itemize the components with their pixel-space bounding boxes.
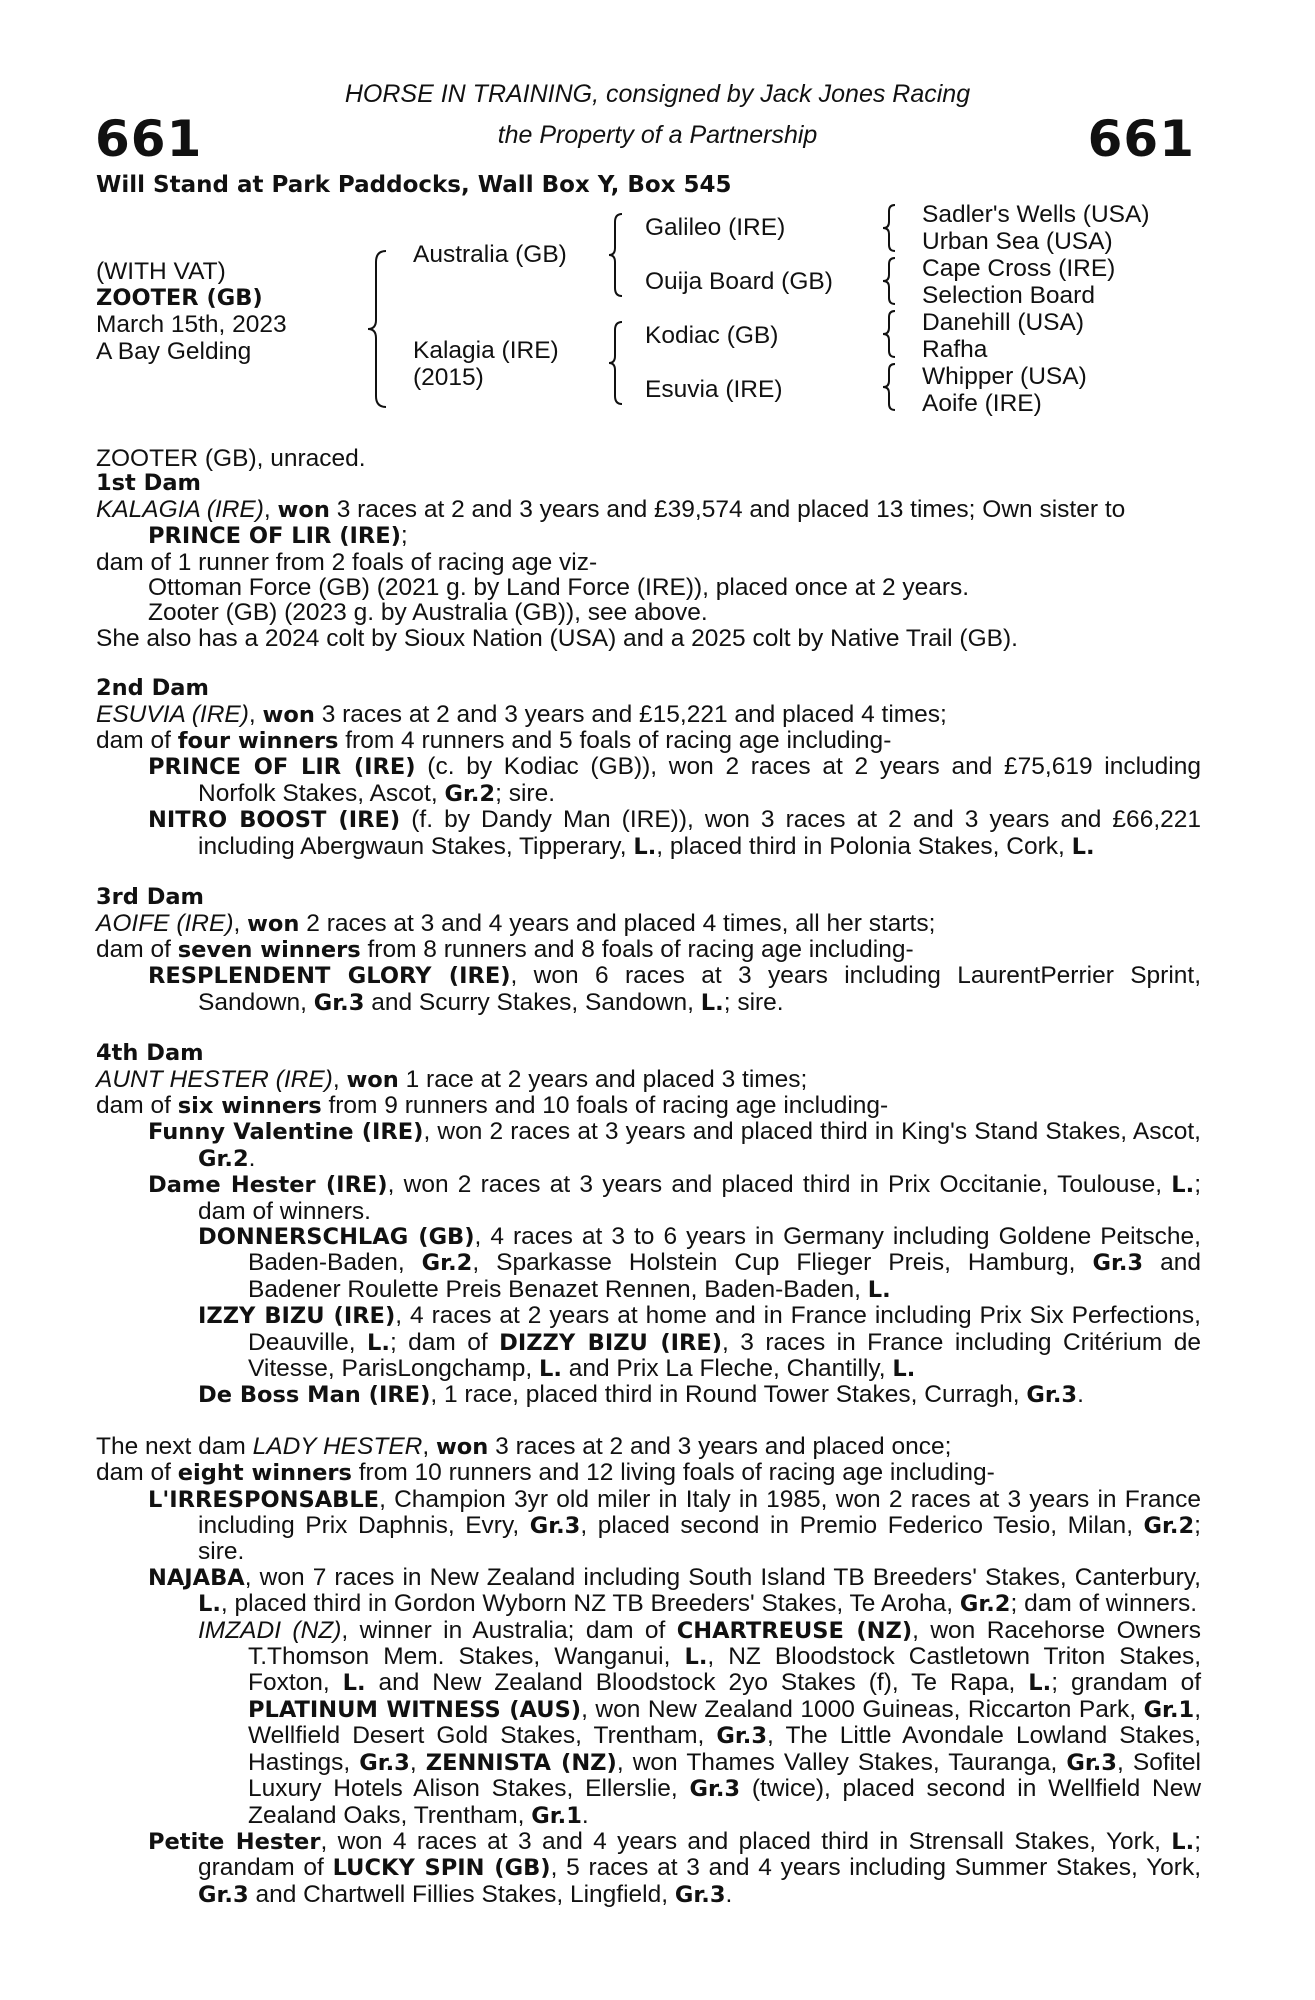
dam-sire-dam: Rafha	[922, 336, 988, 363]
pedigree-paragraph: ZOOTER (GB), unraced.	[96, 445, 366, 472]
pedigree-brace-dam	[606, 320, 628, 406]
pedigree-paragraph: KALAGIA (IRE), won 3 races at 2 and 3 years and £39,574 and placed 13 times; Own sister to	[96, 495, 1126, 523]
dam: Kalagia (IRE)	[413, 337, 559, 364]
pedigree-paragraph: Zooter (GB) (2023 g. by Australia (GB)), see above.	[148, 599, 708, 627]
pedigree-paragraph: Petite Hester, won 4 races at 3 and 4 years and placed third in Strensall Stakes, York, L.; grandam of LUCKY SPIN (GB), 5 races at 3 and 4 years including Summer Stakes, York, Gr.3 and Chartwell Fillies Stakes, Lingfield, Gr.3.	[148, 1827, 1201, 1908]
pedigree-paragraph: PRINCE OF LIR (IRE);	[148, 522, 408, 550]
sire-sire-dam: Urban Sea (USA)	[922, 228, 1113, 255]
pedigree-paragraph: De Boss Man (IRE), 1 race, placed third in Round Tower Stakes, Curragh, Gr.3.	[198, 1381, 1084, 1409]
pedigree-paragraph: dam of four winners from 4 runners and 5 foals of racing age including-	[96, 727, 892, 755]
section-heading: 3rd Dam	[96, 884, 204, 911]
pedigree-brace-ss	[880, 203, 900, 253]
pedigree-paragraph: IMZADI (NZ), winner in Australia; dam of CHARTREUSE (NZ), won Racehorse Owners T.Thomson Mem. Stakes, Wanganui, L., NZ Bloodstock Castletown Triton Stakes, Foxton, L. and New Zealand Bloodstock 2yo Stakes (f), Te Rapa, L.; grandam of PLATINUM WITNESS (AUS), won New Zealand 1000 Guineas, Riccarton Park, Gr.1, Wellfield Desert Gold Stakes, Trentham, Gr.3, The Little Avondale Lowland Stakes, Hastings, Gr.3, ZENNISTA (NZ), won Thames Valley Stakes, Tauranga, Gr.3, Sofitel Luxury Hotels Alison Stakes, Ellerslie, Gr.3 (twice), placed second in Wellfield New Zealand Oaks, Trentham, Gr.1.	[198, 1616, 1202, 1829]
pedigree-paragraph: She also has a 2024 colt by Sioux Nation (USA) and a 2025 colt by Native Trail (GB).	[96, 624, 1018, 652]
pedigree-paragraph: dam of seven winners from 8 runners and 8 foals of racing age including-	[96, 935, 914, 963]
sire-dam-sire: Cape Cross (IRE)	[922, 255, 1116, 282]
pedigree-brace-ds	[880, 309, 900, 359]
pedigree-notes	[96, 446, 1201, 1908]
pedigree-brace-sd	[880, 256, 900, 306]
stand-location: Will Stand at Park Paddocks, Wall Box Y, Box 545	[96, 172, 732, 198]
pedigree-paragraph: AUNT HESTER (IRE), won 1 race at 2 years and placed 3 times;	[96, 1065, 808, 1093]
pedigree-paragraph: NITRO BOOST (IRE) (f. by Dandy Man (IRE)), won 3 races at 2 and 3 years and £66,221 including Abergwaun Stakes, Tipperary, L., placed third in Polonia Stakes, Cork, L.	[148, 806, 1201, 860]
sire: Australia (GB)	[413, 241, 567, 268]
pedigree-paragraph: dam of 1 runner from 2 foals of racing age viz-	[96, 548, 598, 576]
lot-number-right: 661	[1087, 110, 1195, 168]
pedigree-paragraph: dam of eight winners from 10 runners and 12 living foals of racing age including-	[96, 1459, 995, 1487]
section-gap	[96, 651, 1201, 676]
section-heading: 2nd Dam	[96, 675, 209, 702]
consignor-line: HORSE IN TRAINING, consigned by Jack Jones Racing	[344, 80, 971, 108]
sire-sire: Galileo (IRE)	[645, 214, 786, 241]
dam-year: (2015)	[413, 364, 484, 391]
pedigree-paragraph: Ottoman Force (GB) (2021 g. by Land Force (IRE)), placed once at 2 years.	[148, 574, 970, 602]
horse-description: A Bay Gelding	[96, 338, 252, 365]
lot-number-left: 661	[95, 110, 203, 168]
pedigree-paragraph: Funny Valentine (IRE), won 2 races at 3 years and placed third in King's Stand Stakes, Ascot, Gr.2.	[148, 1118, 1201, 1172]
dam-dam-dam: Aoife (IRE)	[922, 390, 1042, 417]
section-gap	[96, 860, 1201, 885]
pedigree-brace-main	[364, 248, 392, 410]
pedigree-paragraph: RESPLENDENT GLORY (IRE), won 6 races at 3 years including LaurentPerrier Sprint, Sandown, Gr.3 and Scurry Stakes, Sandown, L.; sire.	[148, 962, 1202, 1016]
horse-name: ZOOTER (GB)	[96, 285, 263, 311]
pedigree-paragraph: dam of six winners from 9 runners and 10 foals of racing age including-	[96, 1091, 889, 1119]
pedigree-paragraph: L'IRRESPONSABLE, Champion 3yr old miler in Italy in 1985, won 2 races at 3 years in France including Prix Daphnis, Evry, Gr.3, placed second in Premio Federico Tesio, Milan, Gr.2; sire.	[148, 1485, 1201, 1566]
pedigree-paragraph: DONNERSCHLAG (GB), 4 races at 3 to 6 years in Germany including Goldene Peitsche, Baden-Baden, Gr.2, Sparkasse Holstein Cup Flieger Preis, Hamburg, Gr.3 and Badener Roulette Preis Benazet Rennen, Baden-Baden, L.	[198, 1222, 1202, 1303]
pedigree-paragraph: NAJABA, won 7 races in New Zealand including South Island TB Breeders' Stakes, Canterbury, L., placed third in Gordon Wyborn NZ TB Breeders' Stakes, Te Aroha, Gr.2; dam of winners.	[148, 1563, 1201, 1618]
section-gap	[96, 1409, 1201, 1434]
dam-sire: Kodiac (GB)	[645, 322, 779, 349]
sire-dam: Ouija Board (GB)	[645, 268, 833, 295]
dam-dam: Esuvia (IRE)	[645, 376, 783, 403]
pedigree-paragraph: The next dam LADY HESTER, won 3 races at 2 and 3 years and placed once;	[96, 1432, 952, 1460]
section-heading: 4th Dam	[96, 1040, 204, 1067]
pedigree-brace-sire	[606, 212, 628, 298]
sire-dam-dam: Selection Board	[922, 282, 1095, 309]
pedigree-brace-dd	[880, 362, 900, 412]
pedigree-paragraph: IZZY BIZU (IRE), 4 races at 2 years at home and in France including Prix Six Perfections, Deauville, L.; dam of DIZZY BIZU (IRE), 3 races in France including Critérium de Vitesse, ParisLongchamp, L. and Prix La Fleche, Chantilly, L.	[198, 1302, 1202, 1382]
owner-line: the Property of a Partnership	[497, 121, 818, 149]
section-gap	[96, 1016, 1201, 1041]
pedigree-paragraph: Dame Hester (IRE), won 2 races at 3 years and placed third in Prix Occitanie, Toulouse, L.; dam of winners.	[148, 1171, 1201, 1225]
pedigree-paragraph: AOIFE (IRE), won 2 races at 3 and 4 years and placed 4 times, all her starts;	[96, 909, 936, 937]
section-heading: 1st Dam	[96, 470, 201, 497]
horse-dob: March 15th, 2023	[96, 311, 287, 338]
pedigree-paragraph: ESUVIA (IRE), won 3 races at 2 and 3 years and £15,221 and placed 4 times;	[96, 700, 947, 728]
dam-dam-sire: Whipper (USA)	[922, 363, 1087, 390]
dam-sire-sire: Danehill (USA)	[922, 309, 1085, 336]
vat-note: (WITH VAT)	[96, 258, 226, 285]
sire-sire-sire: Sadler's Wells (USA)	[922, 201, 1150, 228]
pedigree-paragraph: PRINCE OF LIR (IRE) (c. by Kodiac (GB)), won 2 races at 2 years and £75,619 including Norfolk Stakes, Ascot, Gr.2; sire.	[148, 753, 1201, 807]
